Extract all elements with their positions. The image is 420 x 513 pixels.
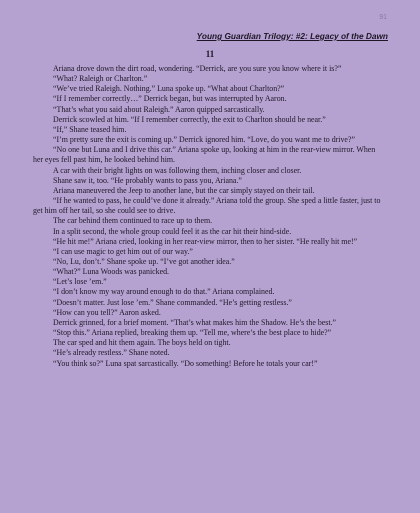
- paragraph: “I don’t know my way around enough to do that.” Ariana complained.: [53, 287, 275, 297]
- paragraph: “He hit me!” Ariana cried, looking in her rear-view mirror, then to her sister. “He really hit me!”: [53, 236, 358, 246]
- paragraph: A car with their bright lights on was following them, inching closer and closer.: [53, 165, 302, 175]
- paragraph: “I’m pretty sure the exit is coming up.” Derrick ignored him. “Love, do you want me to drive?”: [53, 135, 355, 145]
- paragraph: “No one but Luna and I drive this car.” Ariana spoke up, looking at him in the rear-view mirror. When her eyes fell past him, he looked behind him.: [33, 145, 376, 165]
- paragraph: “If he wanted to pass, he could’ve done it already.” Ariana told the group. She sped a little faster, just to get him off her tail, so she could see to drive.: [33, 196, 381, 216]
- paragraph: “If,” Shane teased him.: [53, 124, 127, 134]
- paragraph: “He’s already restless.” Shane noted.: [53, 348, 170, 358]
- paragraph: “What?” Luna Woods was panicked.: [53, 267, 170, 277]
- paragraph: “No, Lu, don’t.” Shane spoke up. “I’ve got another idea.”: [53, 256, 235, 266]
- body-text: [33, 64, 387, 369]
- paragraph: The car behind them continued to race up to them.: [53, 216, 213, 226]
- paragraph: “That’s what you said about Raleigh.” Aaron quipped sarcastically.: [53, 104, 265, 114]
- paragraph: “Stop this.” Ariana replied, breaking them up. “Tell me, where’s the best place to hide?”: [53, 328, 332, 338]
- paragraph: Ariana maneuvered the Jeep to another lane, but the car simply stayed on their tail.: [53, 185, 315, 195]
- paragraph: Derrick scowled at him. “If I remember correctly, the exit to Charlton should be near.”: [53, 114, 326, 124]
- running-head: Young Guardian Trilogy: #2: Legacy of the Dawn: [196, 31, 388, 41]
- paragraph: “What? Raleigh or Charlton.”: [53, 74, 148, 84]
- paragraph: “Let’s lose ’em.”: [53, 277, 107, 287]
- paragraph: Derrick grinned, for a brief moment. “That’s what makes him the Shadow. He’s the best.”: [53, 317, 337, 327]
- chapter-number: 11: [205, 49, 215, 59]
- paragraph: “I can use magic to get him out of our way.”: [53, 246, 193, 256]
- paragraph: “We’ve tried Raleigh. Nothing.” Luna spoke up. “What about Charlton?”: [53, 84, 285, 94]
- paragraph: “How can you tell?” Aaron asked.: [53, 307, 161, 317]
- page-number: 91: [379, 14, 387, 21]
- paragraph: “You think so?” Luna spat sarcastically. “Do something! Before he totals your car!”: [53, 358, 318, 368]
- paragraph: Ariana drove down the dirt road, wondering. “Derrick, are you sure you know where it is?”: [53, 64, 342, 73]
- paragraph: In a split second, the whole group could feel it as the car hit their hind-side.: [53, 226, 292, 236]
- paragraph: The car sped and hit them again. The boys held on tight.: [53, 338, 231, 348]
- paragraph: “Doesn’t matter. Just lose ’em.” Shane commanded. “He’s getting restless.”: [53, 297, 292, 307]
- paragraph: “If I remember correctly…” Derrick began, but was interrupted by Aaron.: [53, 94, 287, 104]
- paragraph: Shane saw it, too. “He probably wants to pass you, Ariana.”: [53, 175, 242, 185]
